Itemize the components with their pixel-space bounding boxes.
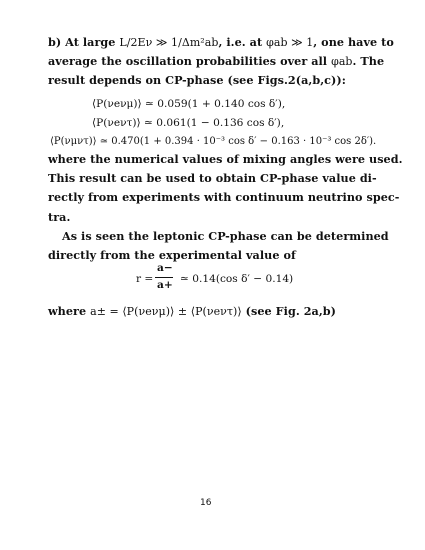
inline-math: L/2Eν ≫ 1/Δm²ab bbox=[119, 36, 219, 49]
ratio-rhs: ≃ 0.14(cos δ′ − 0.14) bbox=[180, 273, 294, 285]
inline-math: φab bbox=[331, 55, 353, 69]
equation-nue-numu: ⟨P(νeνμ)⟩ ≃ 0.059(1 + 0.140 cos δ′), bbox=[92, 98, 286, 110]
text-segment: (see Fig. 2a,b) bbox=[241, 304, 337, 318]
text-segment: , i.e. at bbox=[218, 35, 267, 49]
inline-math: a± = ⟨P(νeνμ)⟩ ± ⟨P(νeντ)⟩ bbox=[90, 305, 242, 318]
text-line bbox=[48, 302, 378, 321]
text-segment: average the oscillation probabilities over all bbox=[48, 54, 332, 69]
text-segment: b) At large bbox=[48, 35, 120, 49]
page-number: 16 bbox=[200, 498, 212, 508]
text-segment: . The bbox=[352, 54, 385, 69]
text-line: rectly from experiments with continuum neutrino spec- bbox=[48, 190, 400, 205]
equation-nue-nutau: ⟨P(νeντ)⟩ ≃ 0.061(1 − 0.136 cos δ′), bbox=[92, 117, 285, 129]
text-line: where the numerical values of mixing angles were used. bbox=[48, 152, 403, 166]
text-segment: , one have to bbox=[313, 35, 394, 49]
text-line: directly from the experimental value of bbox=[48, 248, 296, 263]
text-line bbox=[48, 33, 394, 52]
paragraph-definition bbox=[48, 302, 378, 321]
ratio-lhs: r = bbox=[136, 273, 154, 285]
text-line: tra. bbox=[48, 209, 71, 224]
paragraph-intro bbox=[48, 33, 394, 91]
equation-numu-nutau: ⟨P(νμντ)⟩ ≃ 0.470(1 + 0.394 · 10⁻³ cos δ′ − 0.163 · 10⁻³ cos 2δ′). bbox=[50, 136, 377, 147]
text-line bbox=[48, 52, 385, 71]
paragraph-cp-phase bbox=[48, 227, 389, 265]
text-line: As is seen the leptonic CP-phase can be determined bbox=[62, 229, 389, 243]
ratio-numerator: a− bbox=[157, 262, 173, 274]
text-line: This result can be used to obtain CP-phase value di- bbox=[48, 171, 377, 186]
text-segment: where bbox=[48, 304, 91, 318]
ratio-denominator: a+ bbox=[157, 279, 173, 291]
fraction-bar bbox=[155, 277, 173, 278]
inline-math: φab ≫ 1 bbox=[266, 36, 314, 49]
text-line: result depends on CP-phase (see Figs.2(a,b,c)): bbox=[48, 73, 346, 88]
paragraph-result bbox=[48, 150, 403, 227]
